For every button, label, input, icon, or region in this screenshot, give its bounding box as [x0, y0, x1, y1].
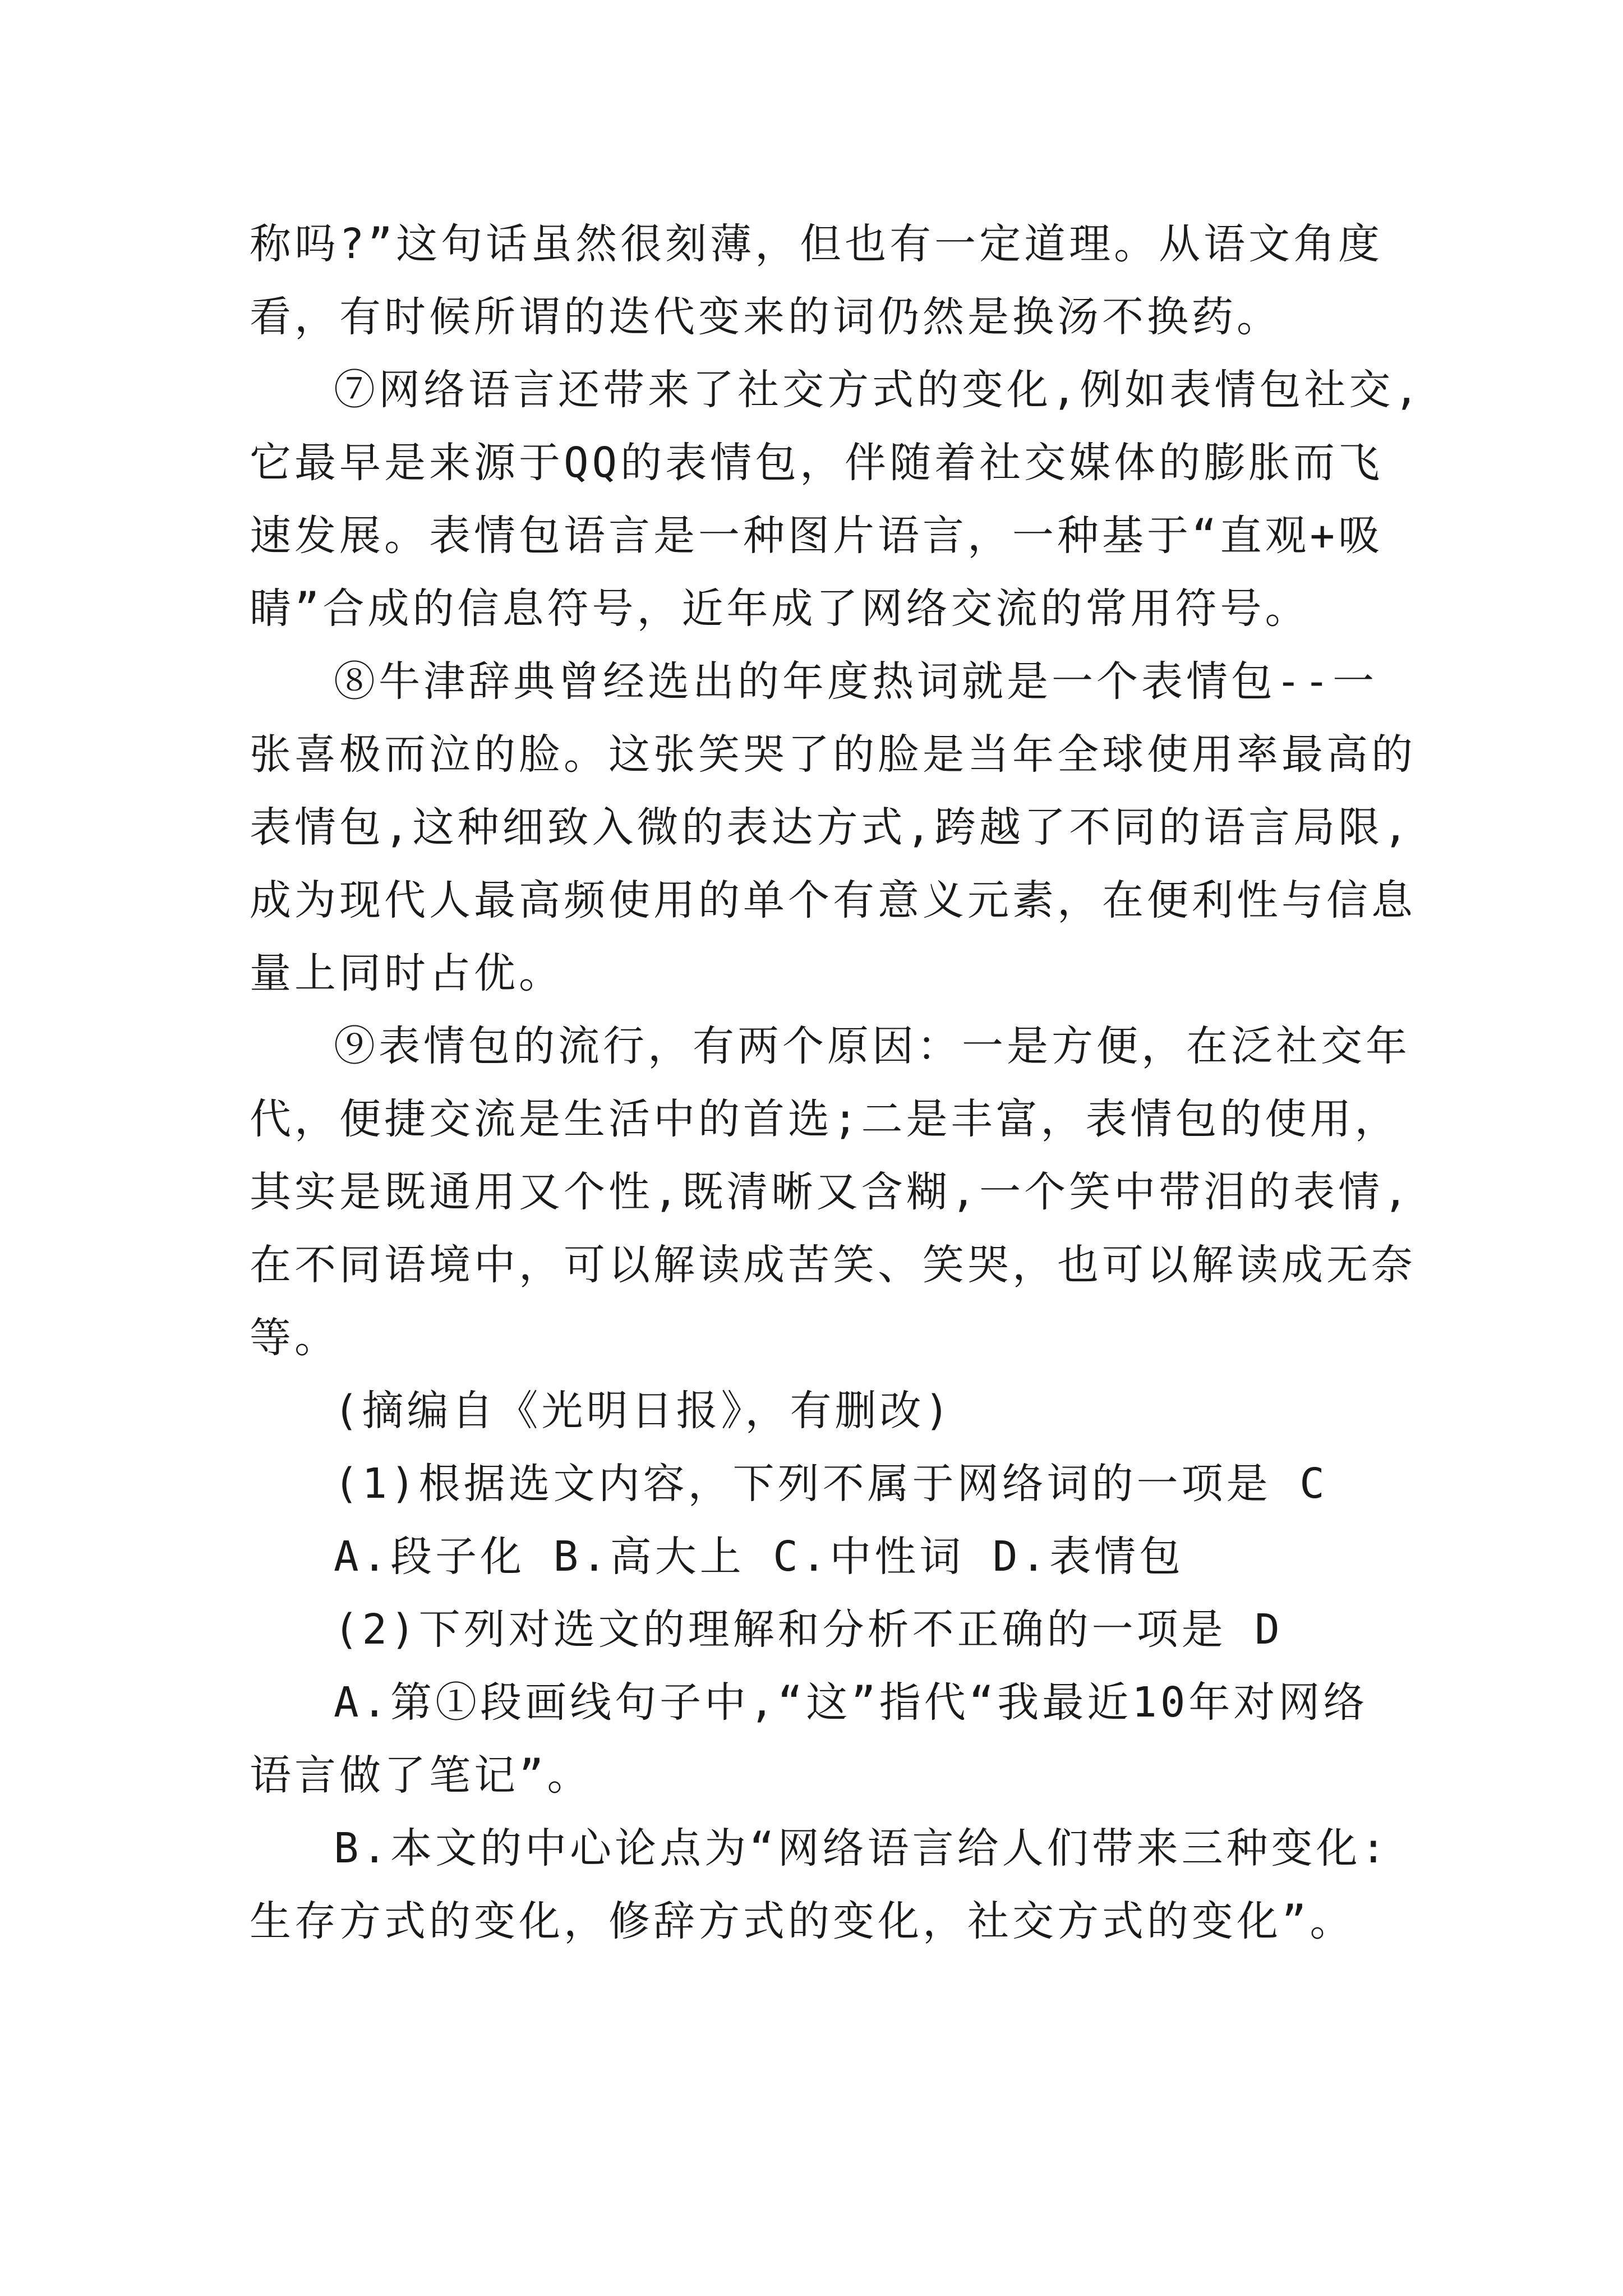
text-line: ⑨表情包的流行，有两个原因：一是方便，在泛社交年 [334, 1022, 1410, 1070]
text-line: 其实是既通用又个性,既清晰又含糊,一个笑中带泪的表情, [250, 1168, 1412, 1216]
option-a: A.第①段画线句子中,“这”指代“我最近10年对网络 [334, 1678, 1368, 1727]
text-line: 它最早是来源于QQ的表情包，伴随着社交媒体的膨胀而飞 [250, 439, 1384, 487]
text-line: 称吗?”这句话虽然很刻薄，但也有一定道理。从语文角度 [250, 220, 1384, 268]
text-line: 表情包,这种细致入微的表达方式,跨越了不同的语言局限, [250, 803, 1412, 852]
text-line: 成为现代人最高频使用的单个有意义元素，在便利性与信息 [250, 876, 1416, 924]
option-a-cont: 语言做了笔记”。 [250, 1751, 592, 1800]
text-line: 代，便捷交流是生活中的首选;二是丰富，表情包的使用， [250, 1095, 1400, 1143]
text-line: 看，有时候所谓的迭代变来的词仍然是换汤不换药。 [250, 293, 1281, 341]
text-line: 量上同时占优。 [250, 949, 564, 997]
text-line: 速发展。表情包语言是一种图片语言，一种基于“直观+吸 [250, 512, 1384, 560]
text-line: ⑦网络语言还带来了社交方式的变化,例如表情包社交, [334, 366, 1423, 414]
question-1-options: A.段子化 B.高大上 C.中性词 D.表情包 [334, 1533, 1184, 1581]
text-line: ⑧牛津辞典曾经选出的年度热词就是一个表情包--一 [334, 657, 1378, 706]
text-line: 等。 [250, 1314, 339, 1362]
text-line: 在不同语境中，可以解读成苦笑、笑哭，也可以解读成无奈 [250, 1241, 1416, 1289]
option-b: B.本文的中心论点为“网络语言给人们带来三种变化: [334, 1824, 1390, 1872]
source-note: (摘编自《光明日报》，有删改) [334, 1387, 953, 1435]
text-line: 张喜极而泣的脸。这张笑哭了的脸是当年全球使用率最高的 [250, 730, 1416, 779]
option-b-cont: 生存方式的变化，修辞方式的变化，社交方式的变化”。 [250, 1897, 1355, 1945]
text-line: 睛”合成的信息符号，近年成了网络交流的常用符号。 [250, 585, 1310, 633]
question-1: (1)根据选文内容，下列不属于网络词的一项是 C [334, 1460, 1328, 1508]
question-2: (2)下列对选文的理解和分析不正确的一项是 D [334, 1605, 1283, 1654]
